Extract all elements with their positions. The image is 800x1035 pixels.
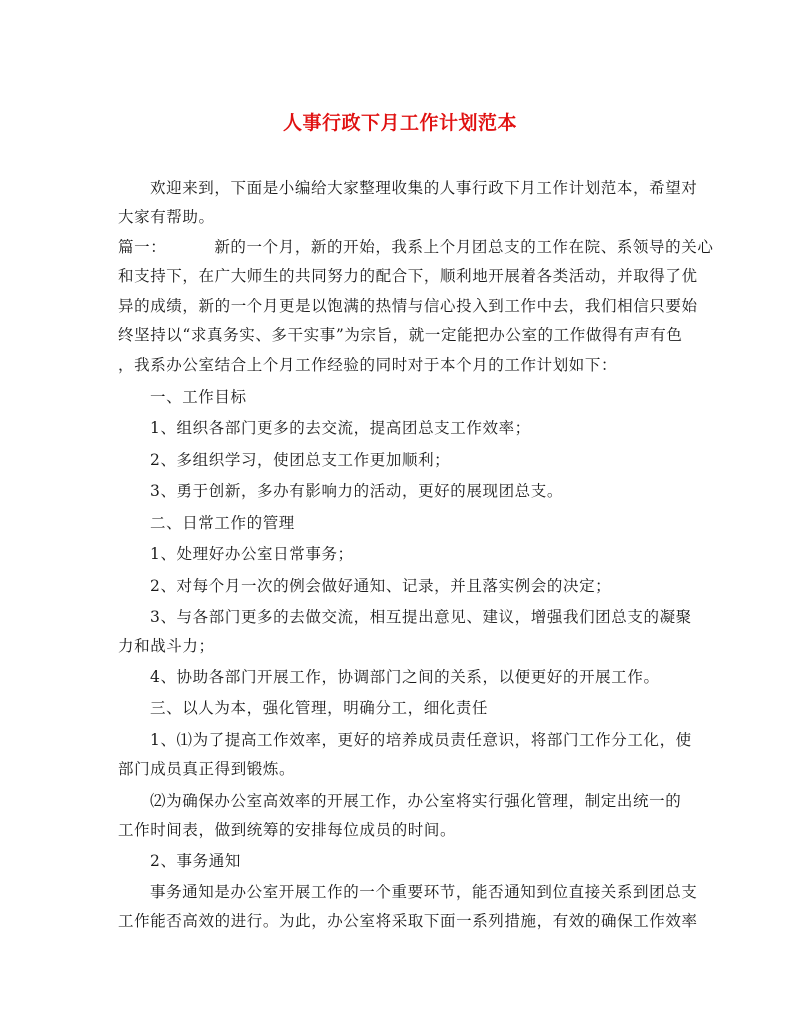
list-item: 2、多组织学习，使团总支工作更加顺利；: [150, 451, 451, 469]
section-label: 篇一：: [118, 238, 167, 256]
list-item: 3、与各部门更多的去做交流，相互提出意见、建议，增强我们团总支的凝聚: [150, 608, 692, 626]
paragraph-line: [118, 237, 713, 257]
section-heading: 一、工作目标: [150, 388, 247, 406]
list-item: 1、处理好办公室日常事务；: [150, 545, 354, 563]
section-subheading: 2、事务通知: [150, 852, 241, 870]
list-item: 2、对每个月一次的例会做好通知、记录，并且落实例会的决定；: [150, 577, 612, 595]
list-item: ⑵为确保办公室高效率的开展工作，办公室将实行强化管理，制定出统一的: [150, 792, 682, 810]
list-item-continuation: 部门成员真正得到锻炼。: [118, 760, 296, 778]
list-item: 4、协助各部门开展工作，协调部门之间的关系，以便更好的开展工作。: [150, 668, 660, 686]
paragraph-line: 事务通知是办公室开展工作的一个重要环节，能否通知到位直接关系到团总支: [150, 883, 698, 901]
paragraph-line: 工作能否高效的进行。为此，办公室将采取下面一系列措施，有效的确保工作效率: [118, 912, 698, 930]
paragraph-line: ，我系办公室结合上个月工作经验的同时对于本个月的工作计划如下：: [118, 356, 618, 374]
list-item-continuation: 工作时间表，做到统筹的安排每位成员的时间。: [118, 821, 457, 839]
list-item: 3、勇于创新，多办有影响力的活动，更好的展现团总支。: [150, 482, 563, 500]
list-item-continuation: 力和战斗力；: [118, 637, 215, 655]
intro-line: 大家有帮助。: [118, 208, 215, 226]
paragraph-line: 异的成绩，新的一个月更是以饱满的热情与信心投入到工作中去，我们相信只要始: [118, 297, 698, 315]
list-item: 1、组织各部门更多的去交流，提高团总支工作效率；: [150, 419, 531, 437]
document-title: 人事行政下月工作计划范本: [282, 112, 517, 134]
paragraph-text: 新的一个月，新的开始，我系上个月团总支的工作在院、系领导的关心: [214, 238, 714, 256]
section-heading: 三、以人为本，强化管理，明确分工，细化责任: [150, 699, 489, 717]
section-heading: 二、日常工作的管理: [150, 514, 295, 532]
paragraph-line: 和支持下，在广大师生的共同努力的配合下，顺利地开展着各类活动，并取得了优: [118, 267, 698, 285]
list-item: 1、⑴为了提高工作效率，更好的培养成员责任意识，将部门工作分工化，使: [150, 731, 692, 749]
paragraph-line: 终坚持以“求真务实、多干实事”为宗旨，就一定能把办公室的工作做得有声有色: [118, 326, 683, 344]
intro-line: 欢迎来到，下面是小编给大家整理收集的人事行政下月工作计划范本，希望对: [150, 179, 698, 197]
